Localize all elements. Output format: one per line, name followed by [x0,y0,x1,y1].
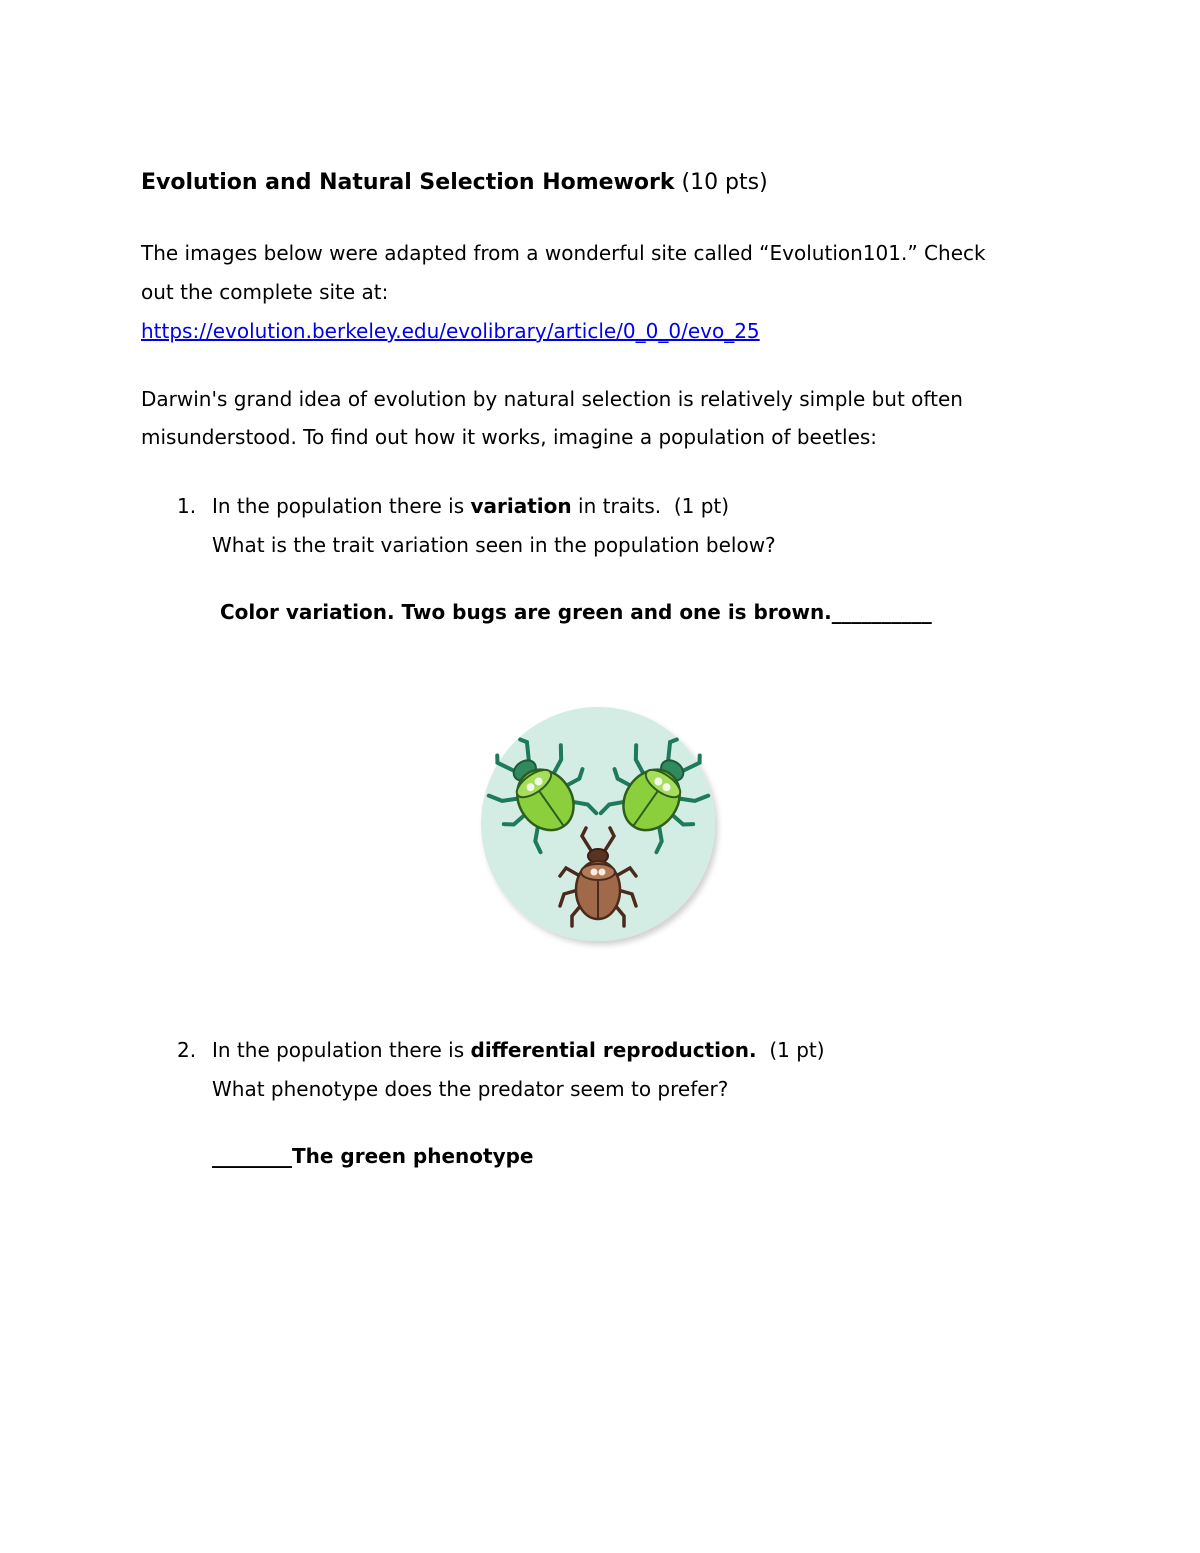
evolution101-link[interactable]: https://evolution.berkeley.edu/evolibrary/article/0_0_0/evo_25 [141,319,760,343]
q2-blank: ________ [212,1144,292,1168]
q1-question: What is the trait variation seen in the population below? [212,533,776,557]
intro-line-1: The images below were adapted from a wonderful site called “Evolution101.” Check [141,241,986,265]
q1-prompt: In the population there is variation in traits. (1 pt) [212,494,730,518]
q1-answer: Color variation. Two bugs are green and one is brown. [220,600,832,624]
q1-number: 1. [177,494,197,518]
intro-line-2: out the complete site at: [141,280,389,304]
q2-answer-line [212,1144,534,1168]
q1-blank: __________ [831,600,932,624]
beetle-population-figure [470,700,730,950]
q2-number: 2. [177,1038,197,1062]
q2-prompt: In the population there is differential reproduction. (1 pt) [212,1038,825,1062]
q2-question: What phenotype does the predator seem to prefer? [212,1077,729,1101]
q1-answer-line [220,600,932,624]
beetles-illustration [470,700,730,950]
darwin-line-2: misunderstood. To find out how it works, imagine a population of beetles: [141,425,878,449]
darwin-line-1: Darwin's grand idea of evolution by natural selection is relatively simple but often [141,387,963,411]
q2-answer: The green phenotype [292,1144,534,1168]
source-link-line [141,312,760,351]
page-title: Evolution and Natural Selection Homework (10 pts) [141,170,768,195]
